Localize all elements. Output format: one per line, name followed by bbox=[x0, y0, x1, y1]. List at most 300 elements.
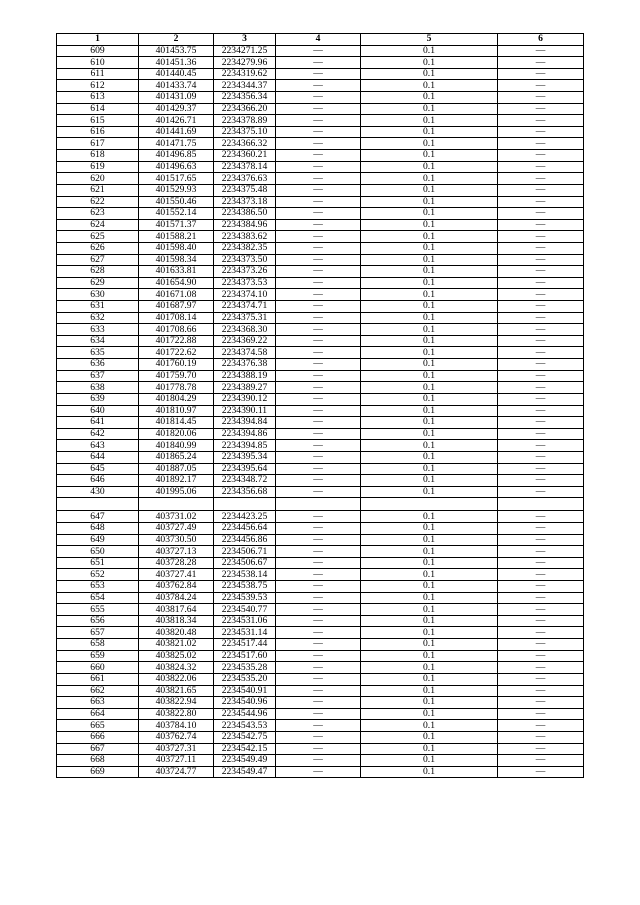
table-cell: — bbox=[276, 428, 361, 440]
table-cell: 0.1 bbox=[361, 57, 498, 69]
table-cell: — bbox=[276, 382, 361, 394]
table-cell: — bbox=[498, 743, 584, 755]
table-cell: 401598.34 bbox=[139, 254, 214, 266]
empty-cell bbox=[276, 498, 361, 511]
table-cell: 2234376.38 bbox=[214, 359, 276, 371]
table-cell: 403820.48 bbox=[139, 627, 214, 639]
table-cell: — bbox=[276, 417, 361, 429]
table-cell: — bbox=[276, 57, 361, 69]
table-cell: 2234384.96 bbox=[214, 219, 276, 231]
table-cell: 0.1 bbox=[361, 126, 498, 138]
table-row bbox=[57, 115, 584, 127]
table-cell: — bbox=[498, 335, 584, 347]
table-row bbox=[57, 463, 584, 475]
table-cell: 642 bbox=[57, 428, 139, 440]
table-cell: — bbox=[498, 359, 584, 371]
table-cell: 2234540.91 bbox=[214, 685, 276, 697]
table-cell: 2234386.50 bbox=[214, 208, 276, 220]
table-cell: 638 bbox=[57, 382, 139, 394]
table-cell: 668 bbox=[57, 755, 139, 767]
table-row bbox=[57, 615, 584, 627]
table-cell: 403824.32 bbox=[139, 662, 214, 674]
table-cell: — bbox=[276, 755, 361, 767]
table-cell: — bbox=[498, 277, 584, 289]
table-row bbox=[57, 417, 584, 429]
table-cell: 2234544.96 bbox=[214, 708, 276, 720]
table-cell: 0.1 bbox=[361, 370, 498, 382]
table-cell: — bbox=[498, 173, 584, 185]
table-cell: — bbox=[498, 534, 584, 546]
table-cell: 663 bbox=[57, 697, 139, 709]
table-row bbox=[57, 138, 584, 150]
table-cell: 0.1 bbox=[361, 208, 498, 220]
table-cell: 401810.97 bbox=[139, 405, 214, 417]
table-cell: 2234319.62 bbox=[214, 68, 276, 80]
table-row bbox=[57, 557, 584, 569]
table-row bbox=[57, 126, 584, 138]
table-cell: — bbox=[276, 685, 361, 697]
table-cell: — bbox=[276, 708, 361, 720]
table-cell: — bbox=[498, 627, 584, 639]
table-cell: — bbox=[498, 150, 584, 162]
column-header: 2 bbox=[139, 34, 214, 46]
table-cell: — bbox=[276, 80, 361, 92]
table-cell: 2234373.18 bbox=[214, 196, 276, 208]
table-cell: — bbox=[498, 254, 584, 266]
table-cell: 2234423.25 bbox=[214, 511, 276, 523]
table-cell: 2234375.48 bbox=[214, 184, 276, 196]
table-row bbox=[57, 266, 584, 278]
table-cell: 0.1 bbox=[361, 592, 498, 604]
table-cell: 640 bbox=[57, 405, 139, 417]
table-cell: — bbox=[498, 511, 584, 523]
table-cell: 401820.06 bbox=[139, 428, 214, 440]
table-cell: 2234376.63 bbox=[214, 173, 276, 185]
table-cell: 2234395.64 bbox=[214, 463, 276, 475]
table-cell: — bbox=[276, 522, 361, 534]
table-cell: 0.1 bbox=[361, 324, 498, 336]
table-cell: — bbox=[498, 522, 584, 534]
table-cell: — bbox=[276, 546, 361, 558]
table-cell: 639 bbox=[57, 393, 139, 405]
table-row bbox=[57, 370, 584, 382]
table-cell: 651 bbox=[57, 557, 139, 569]
table-cell: 654 bbox=[57, 592, 139, 604]
table-cell: 2234373.53 bbox=[214, 277, 276, 289]
table-cell: 609 bbox=[57, 45, 139, 57]
table-row bbox=[57, 766, 584, 778]
table-cell: — bbox=[498, 697, 584, 709]
table-cell: — bbox=[276, 486, 361, 498]
table-cell: 0.1 bbox=[361, 720, 498, 732]
table-cell: 2234531.06 bbox=[214, 615, 276, 627]
table-cell: 0.1 bbox=[361, 301, 498, 313]
empty-cell bbox=[57, 498, 139, 511]
table-cell: 2234540.77 bbox=[214, 604, 276, 616]
table-cell: 0.1 bbox=[361, 534, 498, 546]
table-cell: 0.1 bbox=[361, 277, 498, 289]
table-row bbox=[57, 604, 584, 616]
table-cell: 2234390.12 bbox=[214, 393, 276, 405]
table-cell: 0.1 bbox=[361, 463, 498, 475]
table-cell: — bbox=[498, 184, 584, 196]
table-cell: 629 bbox=[57, 277, 139, 289]
table-cell: 2234538.75 bbox=[214, 581, 276, 593]
table-cell: 0.1 bbox=[361, 662, 498, 674]
table-cell: 0.1 bbox=[361, 266, 498, 278]
table-cell: 0.1 bbox=[361, 766, 498, 778]
table-cell: 621 bbox=[57, 184, 139, 196]
table-cell: 610 bbox=[57, 57, 139, 69]
table-row bbox=[57, 359, 584, 371]
table-row bbox=[57, 720, 584, 732]
table-cell: — bbox=[498, 301, 584, 313]
table-row bbox=[57, 685, 584, 697]
table-cell: 634 bbox=[57, 335, 139, 347]
table-cell: 0.1 bbox=[361, 440, 498, 452]
table-cell: 2234389.27 bbox=[214, 382, 276, 394]
table-cell: 403784.24 bbox=[139, 592, 214, 604]
table-cell: — bbox=[276, 697, 361, 709]
table-cell: 0.1 bbox=[361, 581, 498, 593]
table-cell: — bbox=[276, 312, 361, 324]
table-cell: 401722.88 bbox=[139, 335, 214, 347]
table-cell: 0.1 bbox=[361, 382, 498, 394]
table-cell: 401722.62 bbox=[139, 347, 214, 359]
table-cell: 660 bbox=[57, 662, 139, 674]
table-cell: 2234531.14 bbox=[214, 627, 276, 639]
table-cell: 0.1 bbox=[361, 708, 498, 720]
table-row bbox=[57, 405, 584, 417]
table-cell: 0.1 bbox=[361, 486, 498, 498]
table-row bbox=[57, 569, 584, 581]
table-row bbox=[57, 755, 584, 767]
table-cell: 0.1 bbox=[361, 138, 498, 150]
table-cell: 2234271.25 bbox=[214, 45, 276, 57]
table-cell: 645 bbox=[57, 463, 139, 475]
table-cell: 401654.90 bbox=[139, 277, 214, 289]
table-cell: — bbox=[276, 604, 361, 616]
table-row bbox=[57, 277, 584, 289]
table-cell: 401708.14 bbox=[139, 312, 214, 324]
table-cell: 0.1 bbox=[361, 743, 498, 755]
table-cell: — bbox=[276, 650, 361, 662]
table-cell: — bbox=[276, 743, 361, 755]
table-cell: — bbox=[276, 720, 361, 732]
table-cell: 401588.21 bbox=[139, 231, 214, 243]
table-cell: 666 bbox=[57, 731, 139, 743]
table-cell: — bbox=[498, 581, 584, 593]
table-row bbox=[57, 150, 584, 162]
table-cell: 401471.75 bbox=[139, 138, 214, 150]
table-cell: — bbox=[498, 231, 584, 243]
table-cell: 401426.71 bbox=[139, 115, 214, 127]
table-cell: 664 bbox=[57, 708, 139, 720]
table-cell: 403817.64 bbox=[139, 604, 214, 616]
table-cell: 401804.29 bbox=[139, 393, 214, 405]
table-cell: — bbox=[276, 161, 361, 173]
table-cell: — bbox=[276, 184, 361, 196]
table-cell: 403821.02 bbox=[139, 639, 214, 651]
table-cell: 0.1 bbox=[361, 289, 498, 301]
table-cell: — bbox=[276, 138, 361, 150]
table-row bbox=[57, 57, 584, 69]
table-cell: 0.1 bbox=[361, 173, 498, 185]
table-cell: — bbox=[498, 766, 584, 778]
table-cell: 2234356.68 bbox=[214, 486, 276, 498]
table-cell: — bbox=[498, 720, 584, 732]
table-cell: — bbox=[498, 289, 584, 301]
table-cell: — bbox=[498, 731, 584, 743]
table-cell: — bbox=[276, 115, 361, 127]
table-cell: 403784.10 bbox=[139, 720, 214, 732]
table-cell: — bbox=[498, 92, 584, 104]
table-row bbox=[57, 103, 584, 115]
table-cell: 658 bbox=[57, 639, 139, 651]
table-cell: 401598.40 bbox=[139, 242, 214, 254]
column-header: 4 bbox=[276, 34, 361, 46]
table-cell: — bbox=[276, 150, 361, 162]
table-cell: 0.1 bbox=[361, 254, 498, 266]
table-cell: 0.1 bbox=[361, 68, 498, 80]
table-cell: — bbox=[276, 592, 361, 604]
table-row bbox=[57, 662, 584, 674]
table-cell: 2234369.22 bbox=[214, 335, 276, 347]
table-cell: 637 bbox=[57, 370, 139, 382]
table-cell: — bbox=[498, 428, 584, 440]
table-cell: — bbox=[276, 662, 361, 674]
table-row bbox=[57, 534, 584, 546]
table-cell: 401429.37 bbox=[139, 103, 214, 115]
table-cell: 2234374.58 bbox=[214, 347, 276, 359]
table-cell: — bbox=[276, 347, 361, 359]
table-cell: 2234506.71 bbox=[214, 546, 276, 558]
table-cell: 2234373.26 bbox=[214, 266, 276, 278]
table-cell: 2234535.28 bbox=[214, 662, 276, 674]
table-cell: 2234549.49 bbox=[214, 755, 276, 767]
table-cell: — bbox=[276, 627, 361, 639]
table-cell: 625 bbox=[57, 231, 139, 243]
empty-cell bbox=[214, 498, 276, 511]
table-cell: 619 bbox=[57, 161, 139, 173]
table-cell: 0.1 bbox=[361, 347, 498, 359]
table-cell: 403730.50 bbox=[139, 534, 214, 546]
table-cell: 403822.80 bbox=[139, 708, 214, 720]
table-row bbox=[57, 486, 584, 498]
table-cell: — bbox=[498, 103, 584, 115]
table-cell: 611 bbox=[57, 68, 139, 80]
table-cell: 0.1 bbox=[361, 393, 498, 405]
table-row bbox=[57, 650, 584, 662]
table-cell: — bbox=[498, 604, 584, 616]
table-cell: 2234543.53 bbox=[214, 720, 276, 732]
table-cell: — bbox=[498, 592, 584, 604]
table-cell: 0.1 bbox=[361, 639, 498, 651]
table-cell: 2234517.44 bbox=[214, 639, 276, 651]
table-cell: — bbox=[498, 451, 584, 463]
table-row bbox=[57, 289, 584, 301]
table-cell: 401496.63 bbox=[139, 161, 214, 173]
table-cell: 0.1 bbox=[361, 522, 498, 534]
table-row bbox=[57, 382, 584, 394]
table-cell: 0.1 bbox=[361, 92, 498, 104]
table-row bbox=[57, 184, 584, 196]
table-cell: — bbox=[276, 289, 361, 301]
table-cell: 401840.99 bbox=[139, 440, 214, 452]
table-cell: 401496.85 bbox=[139, 150, 214, 162]
table-cell: 0.1 bbox=[361, 755, 498, 767]
table-row bbox=[57, 68, 584, 80]
table-cell: — bbox=[498, 486, 584, 498]
table-cell: 401550.46 bbox=[139, 196, 214, 208]
table-cell: — bbox=[498, 161, 584, 173]
table-cell: — bbox=[276, 731, 361, 743]
table-cell: — bbox=[498, 370, 584, 382]
table-row bbox=[57, 743, 584, 755]
table-cell: 641 bbox=[57, 417, 139, 429]
table-cell: 2234394.84 bbox=[214, 417, 276, 429]
table-cell: 615 bbox=[57, 115, 139, 127]
table-cell: 657 bbox=[57, 627, 139, 639]
table-cell: 403818.34 bbox=[139, 615, 214, 627]
table-cell: — bbox=[498, 219, 584, 231]
table-cell: 403727.31 bbox=[139, 743, 214, 755]
table-cell: — bbox=[276, 173, 361, 185]
table-cell: — bbox=[498, 126, 584, 138]
table-cell: — bbox=[276, 68, 361, 80]
table-row bbox=[57, 522, 584, 534]
empty-cell bbox=[498, 498, 584, 511]
table-cell: 403822.94 bbox=[139, 697, 214, 709]
table-cell: — bbox=[498, 650, 584, 662]
table-cell: 0.1 bbox=[361, 604, 498, 616]
table-row bbox=[57, 639, 584, 651]
table-row bbox=[57, 219, 584, 231]
table-cell: — bbox=[276, 126, 361, 138]
table-cell: 627 bbox=[57, 254, 139, 266]
table-cell: — bbox=[498, 382, 584, 394]
table-cell: 662 bbox=[57, 685, 139, 697]
table-row bbox=[57, 324, 584, 336]
table-cell: — bbox=[498, 57, 584, 69]
table-cell: 401892.17 bbox=[139, 475, 214, 487]
table-cell: — bbox=[498, 196, 584, 208]
table-row bbox=[57, 440, 584, 452]
table-cell: 626 bbox=[57, 242, 139, 254]
table-cell: 0.1 bbox=[361, 428, 498, 440]
table-cell: 0.1 bbox=[361, 417, 498, 429]
table-cell: 401687.97 bbox=[139, 301, 214, 313]
table-cell: 2234540.96 bbox=[214, 697, 276, 709]
table-cell: 630 bbox=[57, 289, 139, 301]
table-cell: 0.1 bbox=[361, 451, 498, 463]
table-cell: — bbox=[276, 92, 361, 104]
table-cell: 656 bbox=[57, 615, 139, 627]
table-cell: 667 bbox=[57, 743, 139, 755]
table-cell: 0.1 bbox=[361, 546, 498, 558]
table-cell: 659 bbox=[57, 650, 139, 662]
table-cell: 636 bbox=[57, 359, 139, 371]
table-cell: 430 bbox=[57, 486, 139, 498]
table-cell: 401433.74 bbox=[139, 80, 214, 92]
table-cell: 403724.77 bbox=[139, 766, 214, 778]
table-cell: 0.1 bbox=[361, 45, 498, 57]
table-cell: — bbox=[276, 208, 361, 220]
table-cell: 632 bbox=[57, 312, 139, 324]
table-row bbox=[57, 451, 584, 463]
table-cell: — bbox=[276, 463, 361, 475]
table-cell: 2234539.53 bbox=[214, 592, 276, 604]
table-cell: — bbox=[276, 569, 361, 581]
coordinates-table bbox=[56, 33, 584, 778]
table-cell: — bbox=[498, 463, 584, 475]
table-cell: 0.1 bbox=[361, 511, 498, 523]
table-cell: 401760.19 bbox=[139, 359, 214, 371]
table-cell: — bbox=[276, 45, 361, 57]
table-cell: 2234374.10 bbox=[214, 289, 276, 301]
table-cell: — bbox=[498, 546, 584, 558]
separator-row bbox=[57, 498, 584, 511]
table-cell: — bbox=[498, 324, 584, 336]
table-cell: 0.1 bbox=[361, 150, 498, 162]
table-cell: 631 bbox=[57, 301, 139, 313]
table-cell: 647 bbox=[57, 511, 139, 523]
table-cell: — bbox=[276, 370, 361, 382]
table-cell: — bbox=[498, 475, 584, 487]
column-header: 6 bbox=[498, 34, 584, 46]
table-cell: 617 bbox=[57, 138, 139, 150]
table-cell: 2234456.86 bbox=[214, 534, 276, 546]
table-cell: — bbox=[498, 662, 584, 674]
table-cell: — bbox=[498, 569, 584, 581]
table-row bbox=[57, 347, 584, 359]
table-cell: 628 bbox=[57, 266, 139, 278]
table-cell: 2234395.34 bbox=[214, 451, 276, 463]
table-cell: 403727.11 bbox=[139, 755, 214, 767]
table-cell: 401814.45 bbox=[139, 417, 214, 429]
table-cell: — bbox=[276, 766, 361, 778]
table-row bbox=[57, 428, 584, 440]
table-row bbox=[57, 511, 584, 523]
table-row bbox=[57, 673, 584, 685]
table-cell: 624 bbox=[57, 219, 139, 231]
table-cell: — bbox=[276, 196, 361, 208]
table-cell: 403821.65 bbox=[139, 685, 214, 697]
empty-cell bbox=[139, 498, 214, 511]
table-cell: — bbox=[498, 115, 584, 127]
table-cell: 401431.09 bbox=[139, 92, 214, 104]
table-cell: 2234373.50 bbox=[214, 254, 276, 266]
table-cell: 2234356.34 bbox=[214, 92, 276, 104]
table-cell: 0.1 bbox=[361, 312, 498, 324]
table-cell: — bbox=[276, 393, 361, 405]
table-cell: — bbox=[276, 335, 361, 347]
table-cell: — bbox=[276, 277, 361, 289]
table-cell: 618 bbox=[57, 150, 139, 162]
table-cell: — bbox=[276, 266, 361, 278]
table-cell: — bbox=[498, 208, 584, 220]
table-cell: 2234383.62 bbox=[214, 231, 276, 243]
table-cell: 0.1 bbox=[361, 731, 498, 743]
table-cell: 403728.28 bbox=[139, 557, 214, 569]
table-cell: 0.1 bbox=[361, 569, 498, 581]
table-row bbox=[57, 173, 584, 185]
table-cell: — bbox=[276, 242, 361, 254]
table-row bbox=[57, 45, 584, 57]
table-cell: 401441.69 bbox=[139, 126, 214, 138]
table-cell: 2234538.14 bbox=[214, 569, 276, 581]
table-cell: — bbox=[276, 254, 361, 266]
